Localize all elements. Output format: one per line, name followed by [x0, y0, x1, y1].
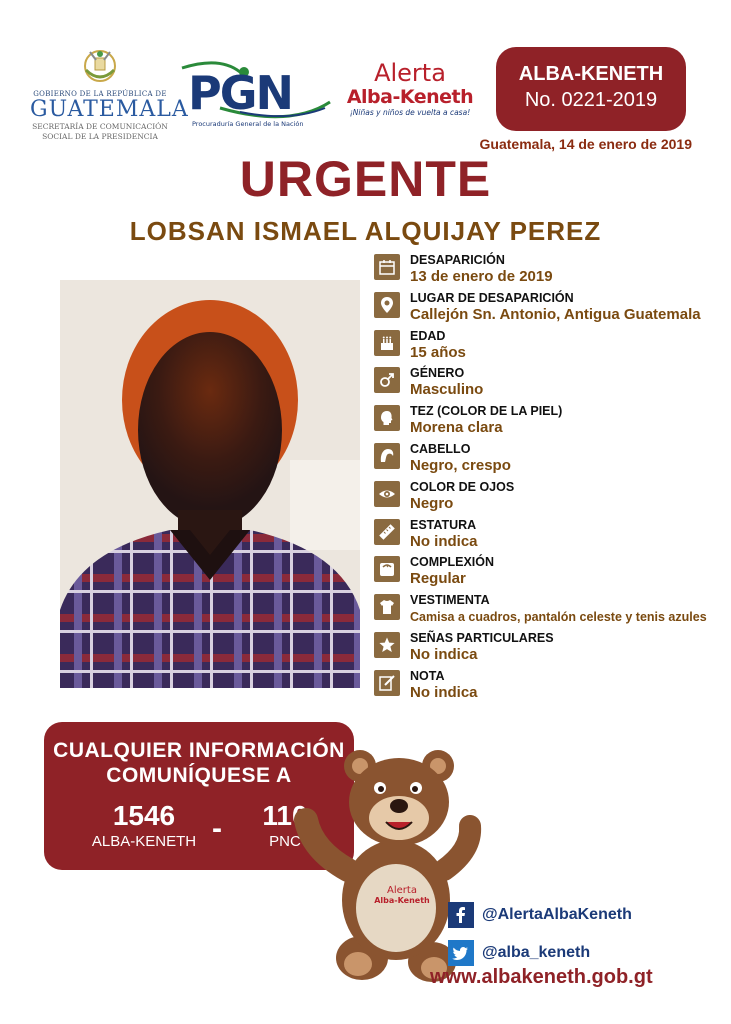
guatemala-government-logo: [30, 40, 189, 142]
alba-keneth-word: Alba-Keneth: [346, 86, 474, 108]
detail-disappearance-place: [372, 288, 728, 326]
website-link[interactable]: www.albakeneth.gob.gt: [430, 966, 653, 988]
star-icon: [374, 632, 400, 658]
head-profile-icon: [374, 405, 400, 431]
detail-gender: [372, 363, 728, 401]
shirt-icon: [374, 594, 400, 620]
detail-label: TEZ (COLOR DE LA PIEL): [410, 404, 563, 419]
detail-clothing: [372, 590, 728, 628]
alerta-tagline: ¡Niñas y niños de vuelta a casa!: [349, 108, 471, 117]
detail-value: 15 años: [410, 343, 466, 361]
government-top-line: GOBIERNO DE LA REPÚBLICA DE: [33, 90, 167, 98]
mascot-badge-line-2: Alba-Keneth: [374, 896, 430, 905]
secretariat-line-1: SECRETARÍA DE COMUNICACIÓN: [32, 122, 168, 131]
detail-label: GÉNERO: [410, 366, 465, 381]
note-icon: [374, 670, 400, 696]
detail-value: Regular: [410, 570, 466, 588]
facebook-icon: [448, 902, 474, 928]
coat-of-arms-icon: [76, 40, 124, 88]
missing-person-name: LOBSAN ISMAEL ALQUIJAY PEREZ: [129, 216, 602, 246]
detail-label: COMPLEXIÓN: [410, 555, 495, 570]
hair-icon: [374, 443, 400, 469]
facebook-handle: @AlertaAlbaKeneth: [482, 906, 632, 923]
pgn-subtitle: Procuraduría General de la Nación: [192, 120, 304, 128]
detail-value: Negro, crespo: [410, 456, 511, 474]
detail-value: No indica: [410, 683, 478, 701]
detail-build: [372, 552, 728, 590]
mascot-badge-line-1: Alerta: [387, 885, 417, 896]
detail-value: Camisa a cuadros, pantalón celeste y tenis azules: [410, 610, 707, 625]
pgn-wordmark: PGN: [188, 66, 292, 120]
hotline-label: PNC: [269, 833, 301, 850]
cake-icon: [374, 330, 400, 356]
alba-keneth-hotline: [84, 800, 204, 852]
calendar-icon: [374, 254, 400, 280]
alerta-alba-keneth-logo: [340, 60, 480, 117]
detail-label: EDAD: [410, 328, 446, 343]
detail-label: COLOR DE OJOS: [410, 479, 515, 494]
mascot-badge: [372, 885, 432, 906]
detail-value: Callejón Sn. Antonio, Antigua Guatemala: [410, 305, 701, 323]
issue-date: Guatemala, 14 de enero de 2019: [479, 136, 692, 152]
detail-disappearance-date: [372, 250, 728, 288]
detail-distinguishing-marks: [372, 628, 728, 666]
contact-line-1: CUALQUIER INFORMACIÓN: [53, 739, 345, 762]
secretariat-line-2: SOCIAL DE LA PRESIDENCIA: [42, 132, 158, 141]
details-list: [372, 250, 728, 704]
detail-age: [372, 326, 728, 364]
facebook-link[interactable]: [448, 896, 718, 934]
twitter-handle: @alba_keneth: [482, 944, 591, 961]
detail-value: No indica: [410, 645, 478, 663]
detail-label: DESAPARICIÓN: [410, 253, 505, 267]
case-number: No. 0221-2019: [524, 89, 658, 111]
contact-line-2: COMUNÍQUESE A: [106, 764, 292, 787]
detail-value: No indica: [410, 532, 478, 550]
location-pin-icon: [374, 292, 400, 318]
detail-value: Morena clara: [410, 419, 503, 437]
detail-value: Masculino: [410, 381, 484, 399]
detail-value: 13 de enero de 2019: [410, 268, 553, 285]
detail-skin-tone: [372, 401, 728, 439]
eye-icon: [374, 481, 400, 507]
hotline-number: 110: [262, 800, 308, 831]
detail-label: LUGAR DE DESAPARICIÓN: [410, 290, 574, 305]
gender-icon: [374, 367, 400, 393]
urgent-heading: URGENTE: [239, 151, 492, 207]
number-separator: -: [212, 812, 222, 845]
case-number-badge: [496, 47, 686, 131]
social-links: [448, 896, 718, 972]
detail-eye-color: [372, 477, 728, 515]
hotline-label: ALBA-KENETH: [91, 833, 197, 850]
detail-label: ESTATURA: [410, 517, 477, 532]
detail-value: Negro: [410, 494, 454, 512]
scale-icon: [374, 556, 400, 582]
detail-label: VESTIMENTA: [410, 593, 490, 608]
detail-label: SEÑAS PARTICULARES: [410, 630, 554, 645]
ruler-icon: [374, 519, 400, 545]
missing-person-photo: [60, 280, 360, 688]
detail-label: CABELLO: [410, 441, 471, 456]
detail-label: NOTA: [410, 668, 445, 683]
alerta-word: Alerta: [374, 59, 446, 87]
detail-hair: [372, 439, 728, 477]
detail-height: [372, 515, 728, 553]
guatemala-wordmark: GUATEMALA: [30, 97, 189, 122]
case-title: ALBA-KENETH: [518, 63, 664, 85]
pgn-logo: [180, 58, 340, 128]
detail-note: [372, 666, 728, 704]
twitter-icon: [448, 940, 474, 966]
hotline-number: 1546: [112, 800, 176, 831]
